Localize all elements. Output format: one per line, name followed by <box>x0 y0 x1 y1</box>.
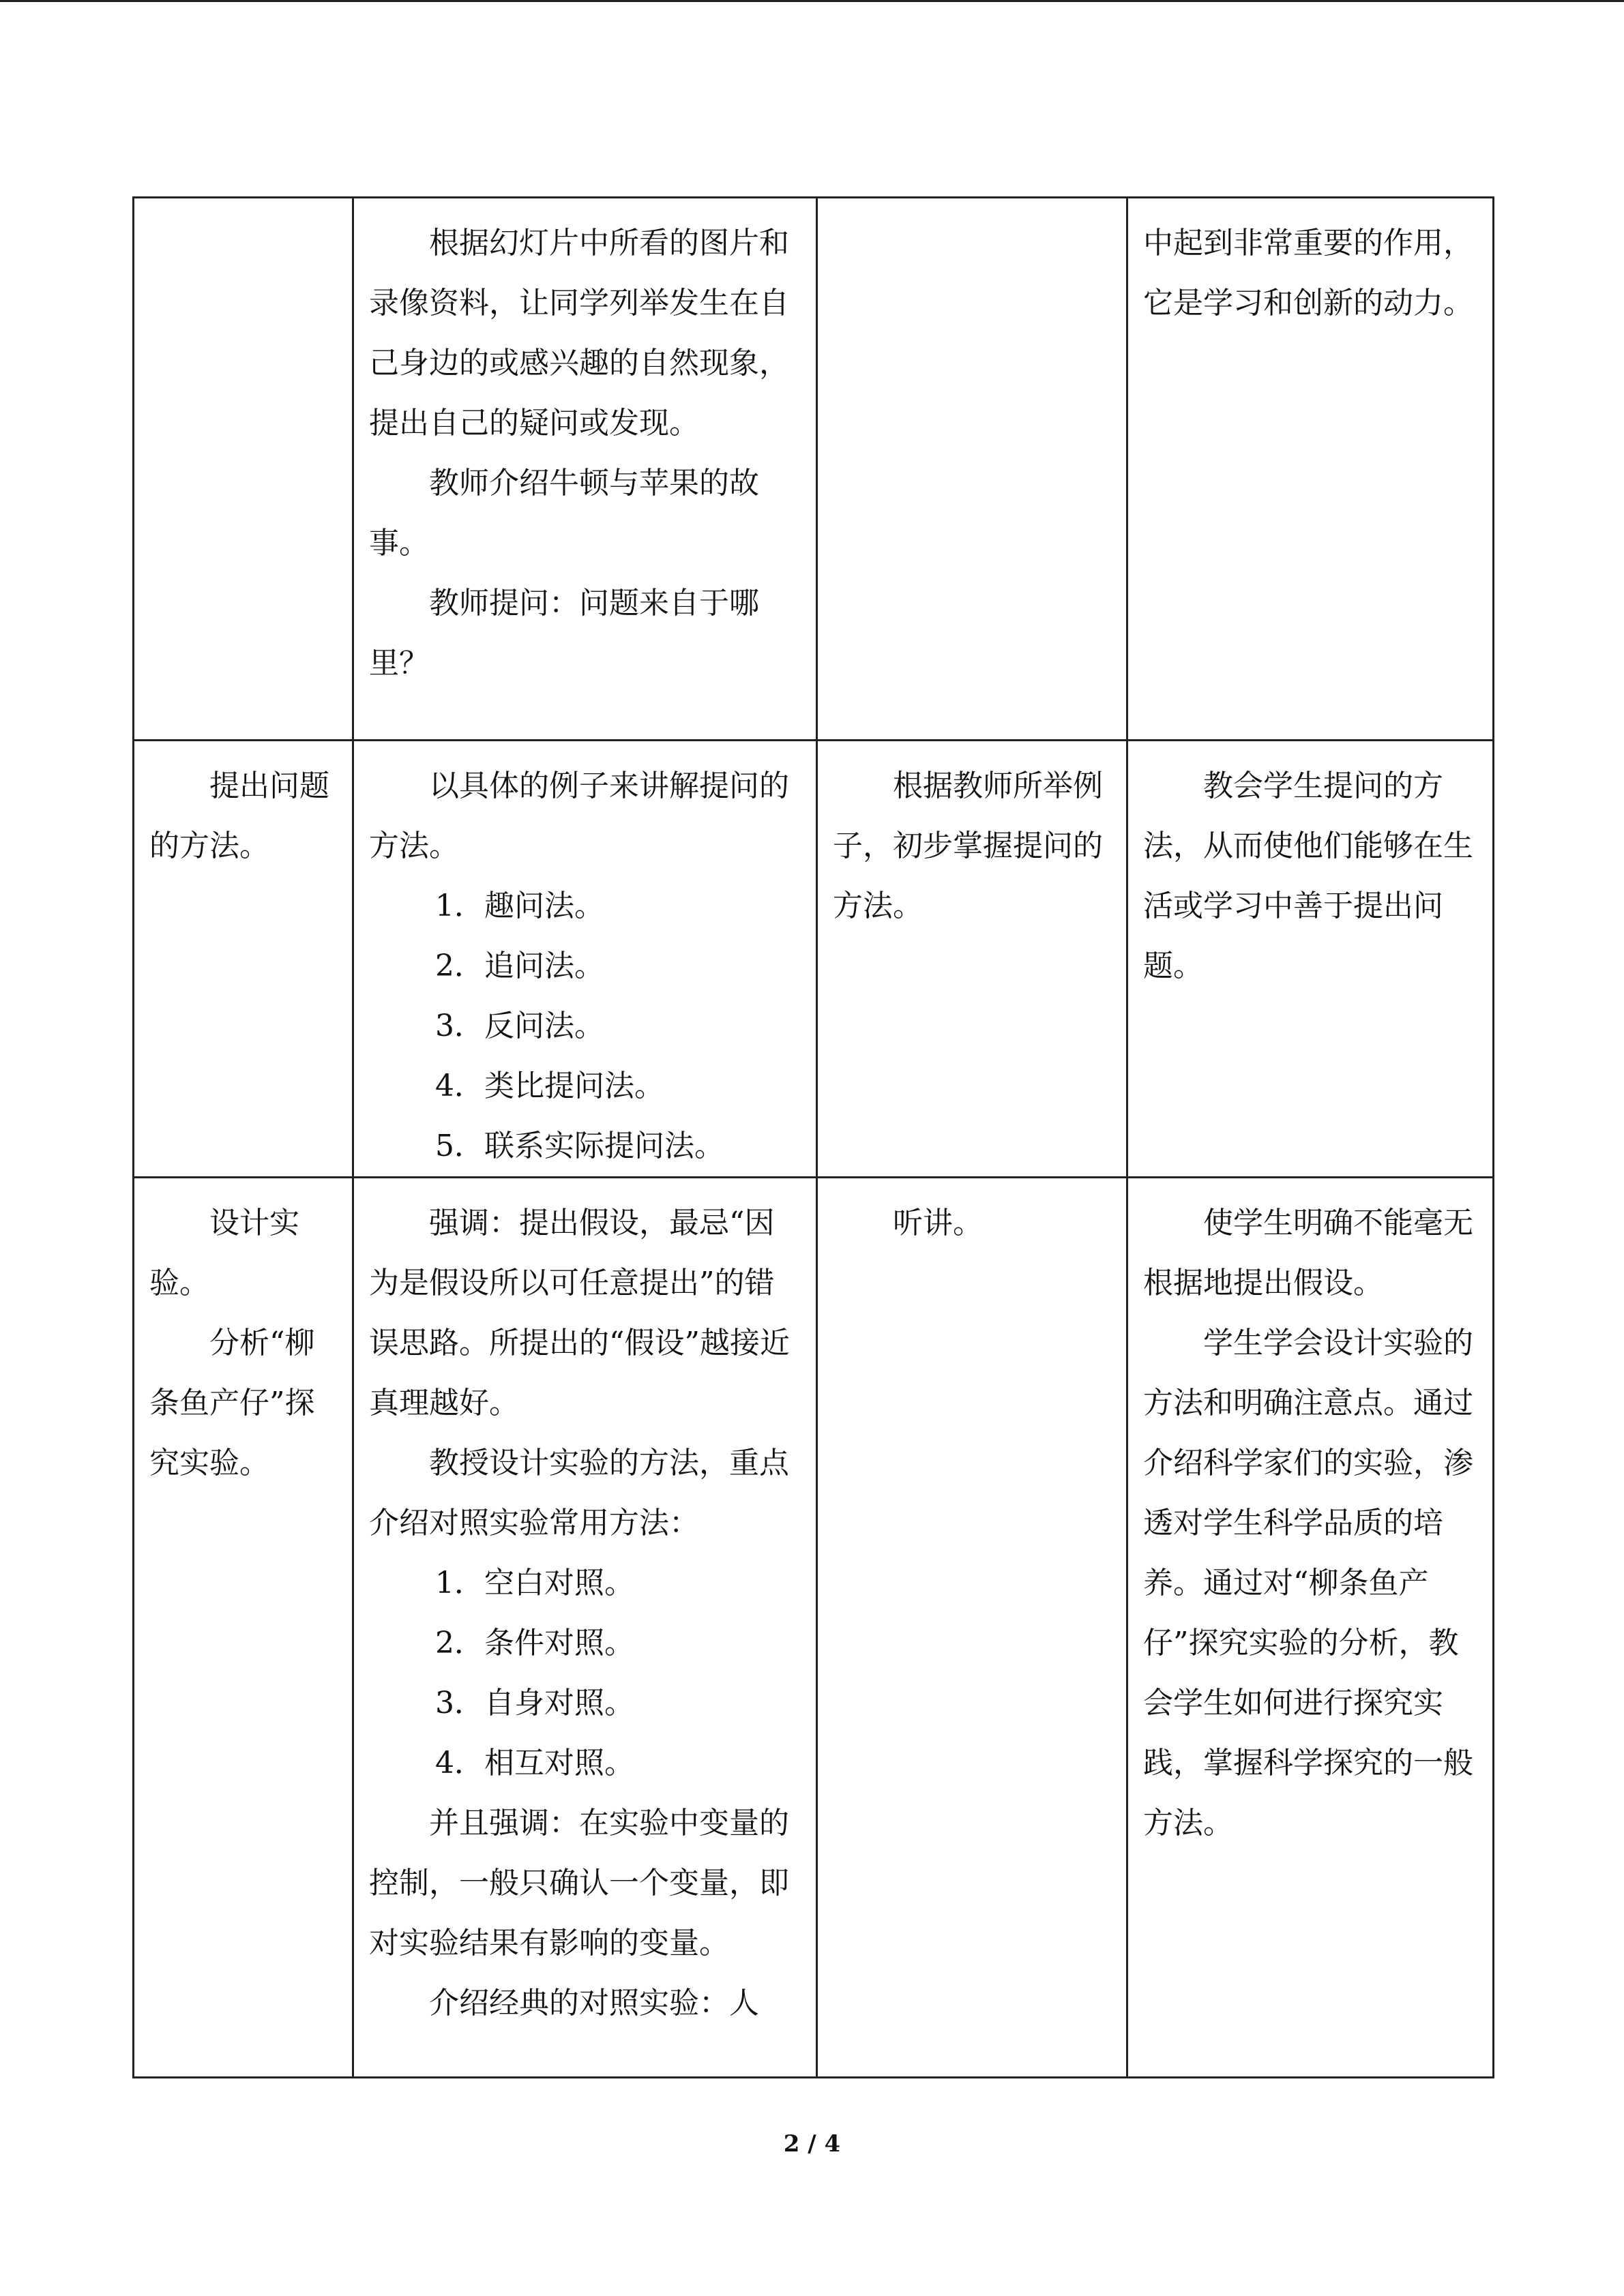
list-item: 3．反问法。 <box>435 1009 604 1043</box>
paragraph: 教授设计实验的方法，重点介绍对照实验常用方法： <box>369 1446 789 1540</box>
cell-teacher-activity <box>353 741 817 1178</box>
table-row <box>134 1178 1494 2078</box>
paragraph: 根据幻灯片中所看的图片和录像资料，让同学列举发生在自己身边的或感兴趣的自然现象，提出自己的疑问或发现。 <box>369 226 789 441</box>
cell-design-intent <box>1127 1178 1494 2078</box>
cell-design-intent <box>1127 741 1494 1178</box>
cell-student-activity <box>817 198 1127 741</box>
list-item: 4．相互对照。 <box>435 1746 634 1780</box>
paragraph: 教师介绍牛顿与苹果的故事。 <box>369 466 759 561</box>
list-item: 4．类比提问法。 <box>435 1069 664 1103</box>
paragraph: 提出问题的方法。 <box>149 769 329 863</box>
paragraph: 分析“柳条鱼产仔”探究实验。 <box>149 1326 315 1480</box>
paragraph: 介绍经典的对照实验：人 <box>429 1986 759 2021</box>
list-item: 1．趣问法。 <box>435 889 604 923</box>
table-row <box>134 741 1494 1178</box>
list-item: 3．自身对照。 <box>435 1686 634 1720</box>
page-number: 2 / 4 <box>783 2130 841 2158</box>
cell-design-intent <box>1127 198 1494 741</box>
paragraph: 听讲。 <box>893 1206 983 1240</box>
table-row <box>134 198 1494 741</box>
lesson-plan-table <box>132 196 1494 2078</box>
list-item: 2．条件对照。 <box>435 1626 634 1660</box>
cell-student-activity <box>817 1178 1127 2078</box>
cell-section <box>134 1178 353 2078</box>
cell-section <box>134 741 353 1178</box>
paragraph: 使学生明确不能毫无根据地提出假设。 <box>1143 1206 1473 1300</box>
cell-student-activity <box>817 741 1127 1178</box>
paragraph: 以具体的例子来讲解提问的方法。 <box>369 769 789 863</box>
paragraph: 根据教师所举例子，初步掌握提问的方法。 <box>833 769 1103 923</box>
paragraph: 学生学会设计实验的方法和明确注意点。通过介绍科学家们的实验，渗透对学生科学品质的培养。通过对“柳条鱼产仔”探究实验的分析，教会学生如何进行探究实践，掌握科学探究的一般方法。 <box>1143 1326 1473 1840</box>
cell-teacher-activity <box>353 198 817 741</box>
cell-teacher-activity <box>353 1178 817 2078</box>
list-item: 2．追问法。 <box>435 949 604 983</box>
page-top-border <box>0 0 1624 2</box>
paragraph: 强调：提出假设，最忌“因为是假设所以可任意提出”的错误思路。所提出的“假设”越接近真理越好。 <box>369 1206 790 1420</box>
paragraph: 教师提问：问题来自于哪里？ <box>369 586 759 681</box>
paragraph: 中起到非常重要的作用，它是学习和创新的动力。 <box>1143 226 1473 320</box>
paragraph: 教会学生提问的方法，从而使他们能够在生活或学习中善于提出问题。 <box>1143 769 1473 983</box>
cell-section <box>134 198 353 741</box>
list-item: 5．联系实际提问法。 <box>435 1129 724 1163</box>
paragraph: 设计实验。 <box>149 1206 299 1300</box>
list-item: 1．空白对照。 <box>435 1566 634 1600</box>
paragraph: 并且强调：在实验中变量的控制，一般只确认一个变量，即对实验结果有影响的变量。 <box>369 1806 789 1960</box>
